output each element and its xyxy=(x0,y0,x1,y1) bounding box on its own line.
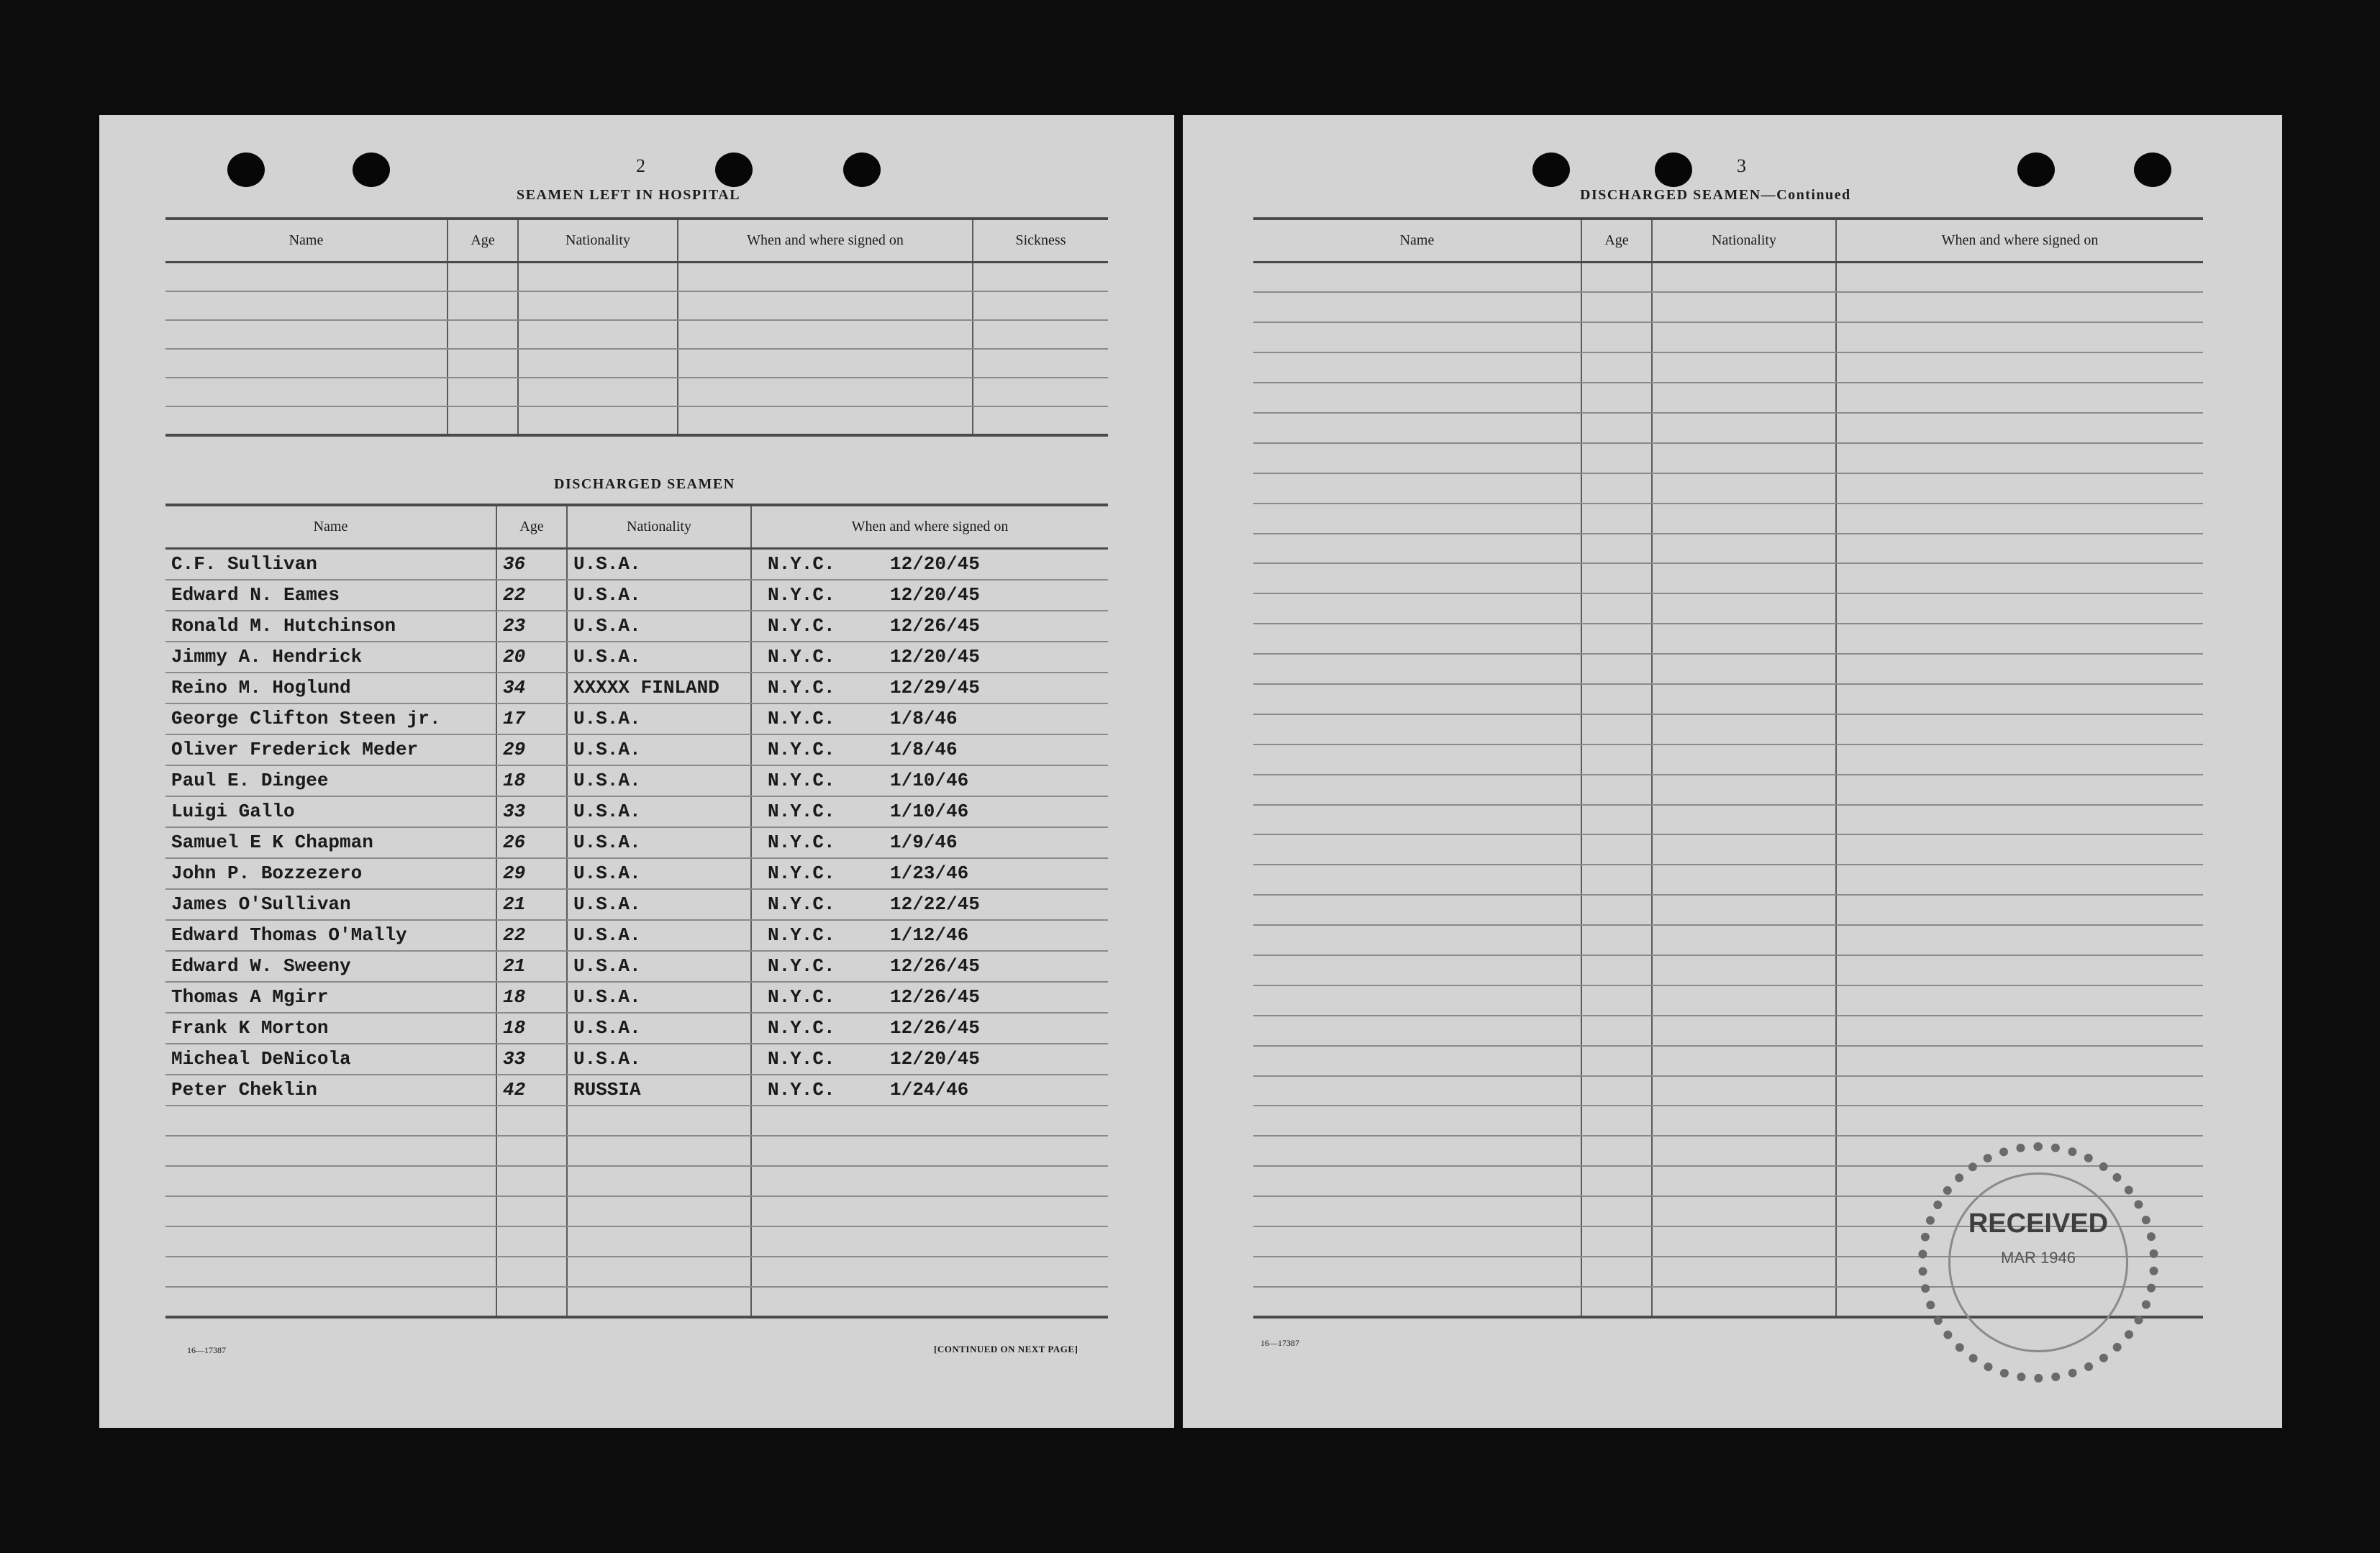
signed-on-place: N.Y.C. xyxy=(768,739,835,760)
seaman-nationality: RUSSIA xyxy=(567,1075,751,1106)
punch-hole xyxy=(2017,152,2055,187)
signed-on-date: 12/29/45 xyxy=(890,677,980,698)
signed-on-place: N.Y.C. xyxy=(768,986,835,1008)
seaman-name: Thomas A Mgirr xyxy=(165,982,496,1013)
signed-on xyxy=(751,982,1108,1013)
signed-on-date: 1/10/46 xyxy=(890,770,969,791)
blank-row xyxy=(1253,534,2203,564)
blank-row xyxy=(1253,322,2203,352)
signed-on xyxy=(751,858,1108,889)
signed-on-place: N.Y.C. xyxy=(768,615,835,637)
seaman-row xyxy=(165,1013,1108,1044)
seaman-row xyxy=(165,796,1108,827)
blank-row xyxy=(1253,383,2203,413)
signed-on xyxy=(751,765,1108,796)
seaman-name: Oliver Frederick Meder xyxy=(165,734,496,765)
seaman-row xyxy=(165,673,1108,703)
blank-row xyxy=(1253,895,2203,925)
column-header: When and where signed on xyxy=(751,505,1108,549)
blank-row xyxy=(1253,1016,2203,1046)
signed-on-date: 12/20/45 xyxy=(890,553,980,575)
signed-on-place: N.Y.C. xyxy=(768,770,835,791)
signed-on-date: 1/12/46 xyxy=(890,924,969,946)
signed-on-place: N.Y.C. xyxy=(768,924,835,946)
seaman-nationality: U.S.A. xyxy=(567,642,751,673)
column-header: Nationality xyxy=(518,219,678,263)
seaman-name: Edward W. Sweeny xyxy=(165,951,496,982)
seaman-row xyxy=(165,982,1108,1013)
signed-on-date: 12/26/45 xyxy=(890,615,980,637)
hospital-table xyxy=(165,217,1108,437)
seaman-row xyxy=(165,765,1108,796)
signed-on-date: 1/23/46 xyxy=(890,862,969,884)
signed-on xyxy=(751,920,1108,951)
blank-row xyxy=(1253,413,2203,443)
signed-on xyxy=(751,734,1108,765)
blank-row xyxy=(1253,654,2203,684)
blank-row xyxy=(165,320,1108,349)
signed-on-place: N.Y.C. xyxy=(768,677,835,698)
blank-row xyxy=(1253,624,2203,654)
signed-on xyxy=(751,1013,1108,1044)
blank-row xyxy=(1253,443,2203,473)
seaman-row xyxy=(165,858,1108,889)
blank-row xyxy=(1253,504,2203,534)
seaman-row xyxy=(165,642,1108,673)
right-page xyxy=(1183,115,2282,1428)
seaman-age: 26 xyxy=(496,827,567,858)
seaman-age: 33 xyxy=(496,1044,567,1075)
signed-on-place: N.Y.C. xyxy=(768,955,835,977)
seaman-row xyxy=(165,1075,1108,1106)
signed-on-date: 1/24/46 xyxy=(890,1079,969,1101)
blank-row xyxy=(1253,593,2203,624)
punch-hole xyxy=(227,152,265,187)
seaman-name: Peter Cheklin xyxy=(165,1075,496,1106)
signed-on-date: 1/8/46 xyxy=(890,739,958,760)
seaman-age: 36 xyxy=(496,549,567,580)
blank-row xyxy=(165,1226,1108,1257)
seaman-nationality: U.S.A. xyxy=(567,1013,751,1044)
signed-on xyxy=(751,889,1108,920)
seaman-name: John P. Bozzezero xyxy=(165,858,496,889)
punch-hole xyxy=(843,152,881,187)
seaman-nationality: U.S.A. xyxy=(567,951,751,982)
seaman-row xyxy=(165,703,1108,734)
blank-row xyxy=(165,1166,1108,1196)
signed-on-date: 12/26/45 xyxy=(890,1017,980,1039)
blank-row xyxy=(165,378,1108,406)
signed-on-place: N.Y.C. xyxy=(768,1017,835,1039)
blank-row xyxy=(165,1196,1108,1226)
signed-on-date: 1/10/46 xyxy=(890,801,969,822)
column-header: When and where signed on xyxy=(678,219,973,263)
seaman-age: 29 xyxy=(496,858,567,889)
signed-on-place: N.Y.C. xyxy=(768,553,835,575)
stamp-text: RECEIVED xyxy=(1968,1208,2109,1239)
seaman-age: 20 xyxy=(496,642,567,673)
seaman-nationality: XXXXX FINLAND xyxy=(567,673,751,703)
signed-on-date: 12/26/45 xyxy=(890,955,980,977)
seaman-age: 42 xyxy=(496,1075,567,1106)
discharged-section-title: DISCHARGED SEAMEN xyxy=(554,476,735,492)
seaman-name: Luigi Gallo xyxy=(165,796,496,827)
blank-row xyxy=(1253,1106,2203,1136)
seaman-age: 29 xyxy=(496,734,567,765)
blank-row xyxy=(165,406,1108,435)
received-stamp xyxy=(1918,1142,2158,1383)
signed-on xyxy=(751,611,1108,642)
discharged-continued-title: DISCHARGED SEAMEN—Continued xyxy=(1580,187,1851,203)
seaman-name: Edward N. Eames xyxy=(165,580,496,611)
punch-hole xyxy=(1532,152,1570,187)
seaman-nationality: U.S.A. xyxy=(567,796,751,827)
seaman-name: Edward Thomas O'Mally xyxy=(165,920,496,951)
signed-on-date: 1/9/46 xyxy=(890,832,958,853)
seaman-nationality: U.S.A. xyxy=(567,889,751,920)
seaman-row xyxy=(165,580,1108,611)
seaman-age: 18 xyxy=(496,982,567,1013)
seaman-row xyxy=(165,734,1108,765)
blank-row xyxy=(1253,834,2203,865)
stamp-date: MAR 1946 xyxy=(2001,1249,2076,1267)
signed-on-place: N.Y.C. xyxy=(768,801,835,822)
seaman-age: 17 xyxy=(496,703,567,734)
punch-hole xyxy=(2134,152,2171,187)
seaman-name: Reino M. Hoglund xyxy=(165,673,496,703)
blank-row xyxy=(1253,292,2203,322)
blank-row xyxy=(1253,473,2203,504)
blank-row xyxy=(1253,263,2203,293)
signed-on xyxy=(751,827,1108,858)
blank-row xyxy=(1253,744,2203,775)
blank-row xyxy=(1253,1046,2203,1076)
signed-on-date: 1/8/46 xyxy=(890,708,958,729)
signed-on xyxy=(751,580,1108,611)
page-number: 3 xyxy=(1737,155,1746,176)
seaman-row xyxy=(165,827,1108,858)
blank-row xyxy=(1253,865,2203,895)
signed-on xyxy=(751,703,1108,734)
blank-row xyxy=(1253,352,2203,383)
blank-row xyxy=(1253,563,2203,593)
seaman-name: C.F. Sullivan xyxy=(165,549,496,580)
signed-on-place: N.Y.C. xyxy=(768,862,835,884)
signed-on-date: 12/20/45 xyxy=(890,646,980,668)
seaman-name: George Clifton Steen jr. xyxy=(165,703,496,734)
seaman-age: 23 xyxy=(496,611,567,642)
column-header: When and where signed on xyxy=(1836,219,2203,263)
seaman-nationality: U.S.A. xyxy=(567,549,751,580)
column-header: Name xyxy=(165,505,496,549)
page-number: 2 xyxy=(636,155,645,176)
seaman-nationality: U.S.A. xyxy=(567,858,751,889)
signed-on xyxy=(751,1044,1108,1075)
seaman-nationality: U.S.A. xyxy=(567,920,751,951)
discharged-table xyxy=(165,504,1108,1319)
seaman-row xyxy=(165,951,1108,982)
blank-row xyxy=(1253,955,2203,985)
seaman-name: Paul E. Dingee xyxy=(165,765,496,796)
column-header: Name xyxy=(165,219,448,263)
seaman-nationality: U.S.A. xyxy=(567,1044,751,1075)
seaman-nationality: U.S.A. xyxy=(567,611,751,642)
continued-note: [CONTINUED ON NEXT PAGE] xyxy=(934,1344,1078,1354)
signed-on-place: N.Y.C. xyxy=(768,893,835,915)
signed-on-place: N.Y.C. xyxy=(768,832,835,853)
seaman-name: Micheal DeNicola xyxy=(165,1044,496,1075)
blank-row xyxy=(165,291,1108,320)
column-header: Nationality xyxy=(567,505,751,549)
seaman-row xyxy=(165,549,1108,580)
hospital-section-title: SEAMEN LEFT IN HOSPITAL xyxy=(517,187,741,203)
seaman-age: 22 xyxy=(496,920,567,951)
signed-on-place: N.Y.C. xyxy=(768,708,835,729)
blank-row xyxy=(165,1257,1108,1287)
blank-row xyxy=(1253,925,2203,955)
seaman-age: 34 xyxy=(496,673,567,703)
signed-on xyxy=(751,673,1108,703)
seaman-nationality: U.S.A. xyxy=(567,765,751,796)
seaman-age: 22 xyxy=(496,580,567,611)
column-header: Sickness xyxy=(973,219,1108,263)
blank-row xyxy=(1253,714,2203,744)
form-number: 16—17387 xyxy=(187,1345,226,1355)
column-header: Name xyxy=(1253,219,1581,263)
signed-on-date: 12/20/45 xyxy=(890,1048,980,1070)
seaman-age: 21 xyxy=(496,889,567,920)
seaman-nationality: U.S.A. xyxy=(567,703,751,734)
seaman-row xyxy=(165,1044,1108,1075)
seaman-age: 18 xyxy=(496,765,567,796)
column-header: Age xyxy=(1581,219,1652,263)
signed-on-date: 12/22/45 xyxy=(890,893,980,915)
seaman-name: Jimmy A. Hendrick xyxy=(165,642,496,673)
seaman-nationality: U.S.A. xyxy=(567,580,751,611)
seaman-age: 21 xyxy=(496,951,567,982)
blank-row xyxy=(1253,684,2203,714)
seaman-name: Frank K Morton xyxy=(165,1013,496,1044)
blank-row xyxy=(165,1106,1108,1136)
column-header: Nationality xyxy=(1652,219,1836,263)
blank-row xyxy=(165,1136,1108,1166)
signed-on-place: N.Y.C. xyxy=(768,646,835,668)
signed-on-date: 12/20/45 xyxy=(890,584,980,606)
signed-on xyxy=(751,796,1108,827)
signed-on xyxy=(751,951,1108,982)
seaman-name: James O'Sullivan xyxy=(165,889,496,920)
column-header: Age xyxy=(448,219,518,263)
left-page xyxy=(99,115,1174,1428)
punch-hole xyxy=(353,152,390,187)
signed-on-place: N.Y.C. xyxy=(768,584,835,606)
seaman-age: 18 xyxy=(496,1013,567,1044)
signed-on xyxy=(751,642,1108,673)
column-header: Age xyxy=(496,505,567,549)
seaman-name: Ronald M. Hutchinson xyxy=(165,611,496,642)
seaman-nationality: U.S.A. xyxy=(567,734,751,765)
signed-on xyxy=(751,549,1108,580)
signed-on-date: 12/26/45 xyxy=(890,986,980,1008)
seaman-row xyxy=(165,611,1108,642)
seaman-row xyxy=(165,920,1108,951)
seaman-row xyxy=(165,889,1108,920)
blank-row xyxy=(165,349,1108,378)
blank-row xyxy=(1253,805,2203,835)
form-number: 16—17387 xyxy=(1261,1338,1299,1348)
blank-row xyxy=(1253,775,2203,805)
seaman-age: 33 xyxy=(496,796,567,827)
signed-on-place: N.Y.C. xyxy=(768,1079,835,1101)
punch-hole xyxy=(1655,152,1692,187)
seaman-nationality: U.S.A. xyxy=(567,827,751,858)
signed-on-place: N.Y.C. xyxy=(768,1048,835,1070)
blank-row xyxy=(165,1287,1108,1317)
punch-hole xyxy=(715,152,753,187)
blank-row xyxy=(165,263,1108,291)
signed-on xyxy=(751,1075,1108,1106)
blank-row xyxy=(1253,1076,2203,1106)
seaman-name: Samuel E K Chapman xyxy=(165,827,496,858)
blank-row xyxy=(1253,985,2203,1016)
seaman-nationality: U.S.A. xyxy=(567,982,751,1013)
